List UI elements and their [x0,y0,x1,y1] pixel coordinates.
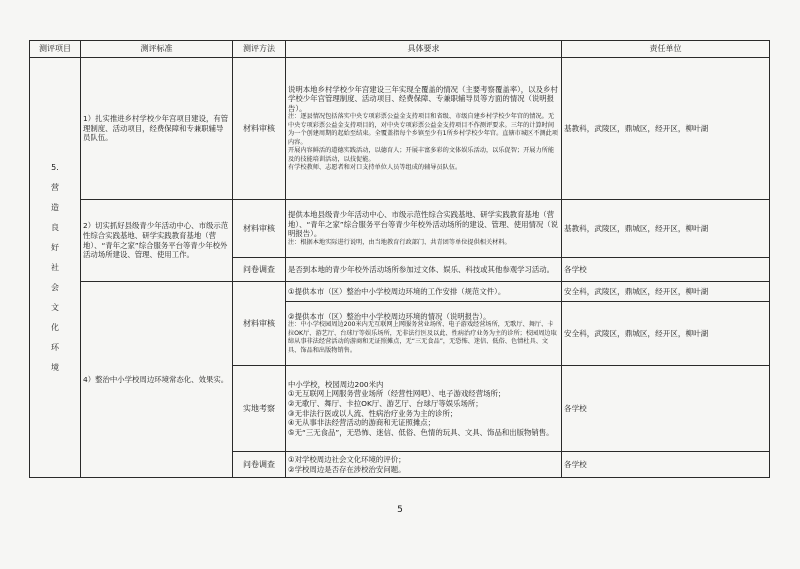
requirement-text: ①对学校周边社会文化环境的评价； [288,454,406,464]
header-responsible-unit: 责任单位 [562,41,770,58]
requirement-4b [286,302,562,366]
method-3: 问卷调查 [233,258,286,282]
requirement-note: 注：逐县情况包括落实中央专项彩票公益金支持项目和省级、市级自建乡村学校少年宫的情况。无中央专项彩票公益金支持项目的，对中央专项彩票公益金支持项目不作测评要求。三年的计算时间为一个创建周期的起始至结束。全覆盖指每个乡镇至少有1所乡村学校少年宫。直辖市城区不测此项内容。 [288,113,558,146]
item-char: 会 [51,282,59,292]
requirement-6 [286,452,562,478]
unit-5: 各学校 [562,366,770,452]
requirement-3: 是否到本地的青少年校外活动场所参加过文体、娱乐、科技或其他参观学习活动。 [286,258,562,282]
header-item: 测评项目 [30,41,81,58]
item-char: 营 [51,182,59,192]
item-char: 5. [51,162,59,172]
item-char: 境 [51,362,59,372]
requirement-note: 有学校教师、志愿者和对口支持单位人员等组成的辅导员队伍。 [288,163,462,171]
item-char: 造 [51,202,59,212]
requirement-text: 中小学校，校园周边200米内 [288,379,384,389]
unit-3: 各学校 [562,258,770,282]
method-2: 材料审核 [233,200,286,258]
standard-4: 4）整治中小学校周边环境常态化、效果实。 [81,282,233,478]
page-number: 5 [397,505,403,515]
item-char: 化 [51,322,59,332]
unit-1: 基教科，武陵区，鼎城区，经开区，柳叶湖 [562,58,770,200]
table-row [30,200,770,258]
item-char: 社 [51,262,59,272]
requirement-note: 注：根据本地实际进行说明，由当地教育行政部门、共青团等单位提供相关材料。 [288,238,511,246]
requirement-text: ②提供本市（区）整治中小学校周边环境的情况（说明报告）。 [288,311,491,321]
unit-6: 各学校 [562,452,770,478]
table-header-row [30,41,770,58]
requirement-text: 说明本地乡村学校少年宫建设三年实现全覆盖的情况（主要考察覆盖率），以及乡村学校少年宫管理制度、活动项目、经费保障、专兼职辅导员等方面的情况（说明报告）。 [288,84,558,113]
requirement-text: ②学校周边是否存在涉校治安问题。 [288,464,406,474]
requirement-note: 注：中小学校园周边200米内无互联网上网服务营业场所、电子游戏经营场所，无歌厅、舞厅、卡拉OK厅、游艺厅、台球厅等娱乐场所，无非法行医及以此、性病治疗业务为主的诊所；校园周边取缔从事非法经营活动的游商和无证照摊点，无“三无食品”，无恐怖、迷信、低俗、色情杜具、文具、饰品和出版物销售。 [288,321,557,354]
requirement-2 [286,200,562,258]
method-1: 材料审核 [233,58,286,200]
requirement-5 [286,366,562,452]
header-standard: 测评标准 [81,41,233,58]
item-char: 良 [51,222,59,232]
unit-4a: 安全科，武陵区，鼎城区，经开区，柳叶湖 [562,282,770,302]
requirement-text: ②无歌厅、舞厅、卡拉OK厅、游艺厅、台球厅等娱乐场所； [288,398,483,408]
item-cell [30,58,81,478]
requirement-4a: ①提供本市（区）整治中小学校周边环境的工作安排（规范文件）。 [286,282,562,302]
requirement-text: ①无互联网上网服务营业场所（经营性网吧）、电子游戏经营场所； [288,389,506,399]
method-6: 问卷调查 [233,452,286,478]
standard-1: 1）扎实推进乡村学校少年宫项目建设，有管理制度、活动项目，经费保障和专兼职辅导员队伍。 [81,58,233,200]
requirement-text: ⑤无“三无食品”，无恐怖、迷信、低俗、色情的玩具、文具、饰品和出版物销售。 [288,427,554,437]
evaluation-table [29,40,770,478]
requirement-text: ④无从事非法经营活动的游商和无证照摊点； [288,418,436,428]
header-method: 测评方法 [233,41,286,58]
requirement-1 [286,58,562,200]
unit-2: 基教科，武陵区，鼎城区，经开区，柳叶湖 [562,200,770,258]
header-requirement: 具体要求 [286,41,562,58]
standard-2: 2）切实抓好县级青少年活动中心、市级示范性综合实践基地、研学实践教育基地（营地）、“青年之家”综合服务平台等青少年校外活动场所建设、管理、使用工作。 [81,200,233,282]
method-4: 材料审核 [233,282,286,366]
unit-4b: 安全科，武陵区，鼎城区，经开区，柳叶湖 [562,302,770,366]
item-char: 环 [51,342,59,352]
item-char: 好 [51,242,59,252]
table-row [30,58,770,200]
item-char: 文 [51,302,59,312]
requirement-note: 开展内容鲜活的道德实践活动，以德育人；开展丰富多彩的文体娱乐活动，以乐促智；开展力所能及的技能培训活动，以技促能。 [288,147,555,163]
table-row [30,282,770,302]
requirement-text: 提供本地县级青少年活动中心、市级示范性综合实践基地、研学实践教育基地（营地）、“青年之家”综合服务平台等青少年校外活动场所的建设、管理、使用情况（说明报告）。 [288,209,559,239]
method-5: 实地考察 [233,366,286,452]
requirement-text: ③无非法行医或以人流、性病治疗业务为主的诊所； [288,408,458,418]
